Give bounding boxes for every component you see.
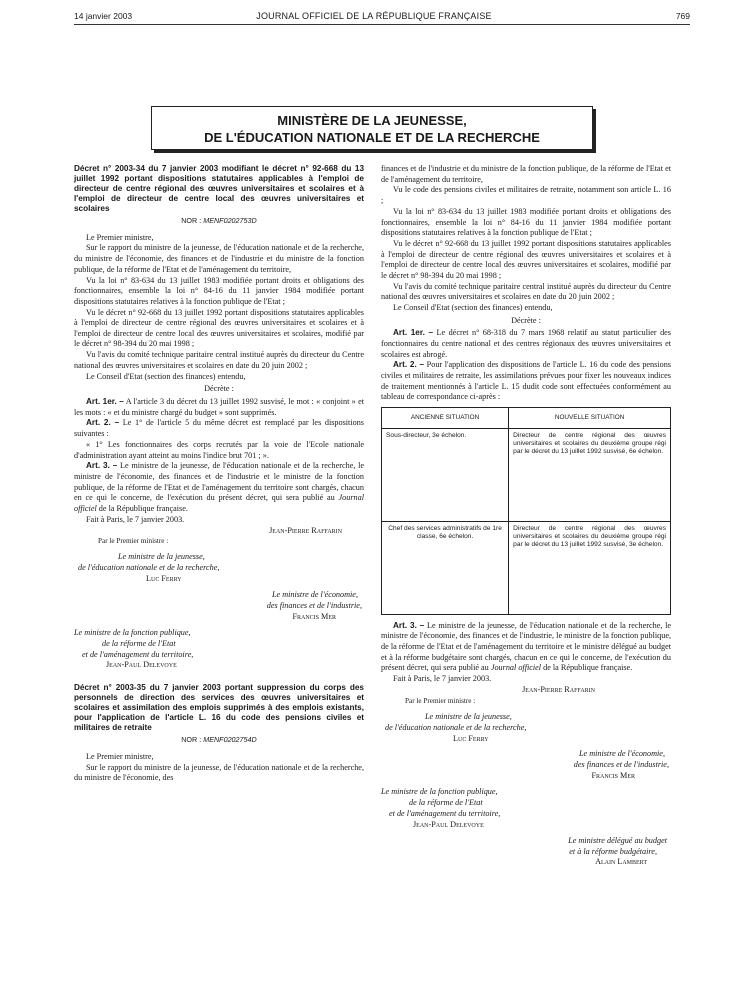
- decree-2-sig-1-name: Luc Ferry: [453, 733, 489, 743]
- decree-1-preamble: Vu le décret n° 92-668 du 13 juillet 1992 portant dispositions statutaires applicables à l'emploi de directeur de centre régional des œuvres universitaires et scolaires et à l'emploi de directeur de centre local des œuvres universitaires et scolaires, modifié par le décret n° 98-394 du 20 mai 1998 ;: [74, 307, 364, 349]
- decree-2-sig-3-title: Le ministre de la fonction publique,: [381, 787, 498, 797]
- table-row: [382, 428, 671, 521]
- table-header-row: [382, 407, 671, 428]
- table-cell: Directeur de centre régional des œuvres universitaires et scolaires du deuxième groupe régi par le décret du 13 juillet 1992 susvisé, 6e échelon.: [509, 428, 671, 521]
- journal-title: JOURNAL OFFICIEL DE LA RÉPUBLIQUE FRANÇAISE: [256, 11, 492, 21]
- decree-1-sig-2-title: Le ministre de l'économie,: [271, 590, 358, 600]
- decree-2-nor: NOR : MENF0202754D: [181, 735, 257, 745]
- decree-1-preamble: Le Premier ministre,: [86, 232, 154, 242]
- decree-2-article-2: Art. 2. – Pour l'application des dispositions de l'article L. 16 du code des pensions civiles et militaires de retraite, les assimilations prévues pour fixer les nouveaux indices de traitement mentionnés à l'article L. 15 dudit code sont effectuées conformément au tableau de correspondance ci-après :: [381, 360, 671, 402]
- decree-2-intro-continued: finances et de l'industrie et du ministre de la fonction publique, de la réforme de l'Etat et de l'aménagement du territoire,: [381, 164, 671, 184]
- decree-1-preamble: Le Conseil d'Etat (section des finances) entendu,: [86, 371, 246, 381]
- decree-1-pm-by: Par le Premier ministre :: [98, 537, 169, 546]
- decree-2-sig-4-title: Le ministre délégué au budget: [568, 835, 667, 845]
- decree-1-decrete: Décrète :: [204, 384, 234, 394]
- header-rule: [74, 24, 690, 25]
- decree-2-article-1: Art. 1er. – Le décret n° 68-318 du 7 mars 1968 relatif au statut particulier des fonctionnaires du centre national et des centres régionaux des œuvres universitaires et scolaires est abrogé.: [381, 328, 671, 359]
- table-row: [382, 521, 671, 614]
- ministry-line-1: MINISTÈRE DE LA JEUNESSE,: [277, 113, 467, 128]
- decree-1-pm-signature: Jean-Pierre Raffarin: [269, 525, 342, 535]
- left-column: [74, 164, 364, 784]
- decree-2-preamble: Vu le décret n° 92-668 du 13 juillet 1992 portant dispositions statutaires applicables à l'emploi de directeur de centre régional des œuvres universitaires et scolaires et à l'emploi de directeur de centre local des œuvres universitaires et scolaires, modifié par le décret n° 98-394 du 20 mai 1998 ;: [381, 239, 671, 280]
- page-number: 769: [675, 11, 690, 21]
- decree-1-sig-3-title: Le ministre de la fonction publique,: [74, 627, 191, 637]
- decree-2-intro: Le Premier ministre,: [86, 751, 154, 761]
- decree-1-sig-1-name: Luc Ferry: [146, 574, 182, 584]
- decree-2-preamble: Vu la loi n° 83-634 du 13 juillet 1983 modifiée portant droits et obligations des fonctionnaires, ensemble la loi n° 84-16 du 11 janvier 1984 modifiée portant dispositions statutaires relatives à la fonction publique de l'Etat ;: [381, 206, 671, 238]
- table-header-old: ANCIENNE SITUATION: [382, 407, 509, 428]
- page-date: 14 janvier 2003: [74, 11, 133, 21]
- decree-2-sig-3-title: de la réforme de l'Etat: [409, 798, 483, 808]
- table-cell: Chef des services administratifs de 1re classe, 6e échelon.: [382, 521, 509, 614]
- decree-1-done: Fait à Paris, le 7 janvier 2003.: [86, 514, 185, 524]
- decree-1-sig-3-name: Jean-Paul Delevoye: [106, 660, 177, 670]
- decree-1-sig-2-title: des finances et de l'industrie,: [266, 600, 362, 610]
- decree-2-sig-1-title: Le ministre de la jeunesse,: [425, 711, 512, 721]
- table-header-new: NOUVELLE SITUATION: [509, 407, 671, 428]
- decree-2-sig-2-title: Le ministre de l'économie,: [578, 749, 665, 759]
- decree-2-sig-3-name: Jean-Paul Delevoye: [413, 819, 484, 829]
- decree-2-done: Fait à Paris, le 7 janvier 2003.: [393, 674, 492, 684]
- decree-2-title: Décret n° 2003-35 du 7 janvier 2003 portant suppression du corps des personnels de direction des services des œuvres universitaires et scolaires et assimilation des emplois supprimés à des emplois existants, pour l'application de l'article L. 16 du code des pensions civiles et militaires de retraite: [74, 683, 364, 733]
- decree-2-pm-by: Par le Premier ministre :: [405, 696, 476, 705]
- decree-1-sig-1-title: Le ministre de la jeunesse,: [118, 552, 205, 562]
- decree-1-sig-3-title: et de l'aménagement du territoire,: [82, 649, 194, 659]
- decree-2-sig-2-title: des finances et de l'industrie,: [573, 760, 669, 770]
- decree-1-sig-3-title: de la réforme de l'Etat: [102, 638, 176, 648]
- decree-1-sig-1-title: de l'éducation nationale et de la recherche,: [78, 563, 220, 573]
- decree-2-pm-signature: Jean-Pierre Raffarin: [522, 685, 595, 694]
- decree-1-title: Décret n° 2003-34 du 7 janvier 2003 modifiant le décret n° 92-668 du 13 juillet 1992 portant dispositions statutaires applicables à l'emploi de directeur de centre régional des œuvres universitaires et scolaires et à l'emploi de directeur de centre local des œuvres universitaires et scolaires: [74, 164, 364, 213]
- ministry-heading-box: [151, 106, 593, 150]
- correspondence-table: [381, 407, 671, 615]
- decree-1-preamble: Sur le rapport du ministre de la jeunesse, de l'éducation nationale et de la recherche, du ministre de l'économie, des finances et de l'industrie et du ministre de la fonction publique, de la réforme de l'Etat et de l'aménagement du territoire,: [74, 243, 364, 274]
- right-column: [381, 164, 671, 868]
- decree-2-preamble: Le Conseil d'Etat (section des finances) entendu,: [393, 303, 553, 313]
- decree-1-nor: NOR : MENF0202753D: [181, 216, 257, 225]
- decree-1-preamble: Vu la loi n° 83-634 du 13 juillet 1983 modifiée portant droits et obligations des fonctionnaires, ensemble la loi n° 84-16 du 11 janvier 1984 modifiée portant dispositions statutaires relatives à la fonction publique de l'Etat ;: [74, 275, 364, 306]
- decree-2-sig-1-title: de l'éducation nationale et de la recherche,: [385, 722, 527, 732]
- decree-2-preamble: Vu l'avis du comité technique paritaire central institué auprès du directeur du Centre national des œuvres universitaires et scolaires en date du 20 juin 2002 ;: [381, 281, 671, 302]
- decree-1-article-1: Art. 1er. – A l'article 3 du décret du 13 juillet 1992 susvisé, le mot : « conjoint » et les mots : « et du ministre chargé du budget » sont supprimés.: [74, 396, 364, 417]
- decree-1-article-3: Art. 3. – Le ministre de la jeunesse, de l'éducation nationale et de la recherche, le ministre de l'économie, des finances et de l'industrie et le ministre de la fonction publique, de la réforme de l'Etat et de l'aménagement du territoire sont chargés, chacun en ce qui le concerne, de l'exécution du présent décret, qui sera publié au Journal officiel de la République française.: [74, 461, 364, 513]
- decree-2-decrete: Décrète :: [511, 315, 541, 325]
- decree-2-sig-3-title: et de l'aménagement du territoire,: [389, 808, 501, 818]
- decree-2-sig-2-name: Francis Mer: [591, 771, 635, 781]
- decree-2-preamble: Vu le code des pensions civiles et militaires de retraite, notamment son article L. 16 ;: [381, 185, 671, 206]
- decree-2-intro: Sur le rapport du ministre de la jeunesse, de l'éducation nationale et de la recherche, du ministre de l'économie, des: [74, 762, 364, 783]
- table-cell: Sous-directeur, 3e échelon.: [382, 428, 509, 521]
- decree-1-article-2-quote: « 1° Les fonctionnaires des corps recrutés par la voie de l'Ecole nationale d'administration ayant atteint au moins l'indice brut 701 ; ».: [74, 439, 364, 460]
- decree-2-sig-4-title: et à la réforme budgétaire,: [569, 846, 657, 856]
- decree-2-sig-4-name: Alain Lambert: [595, 857, 647, 867]
- decree-2-article-3: Art. 3. – Le ministre de la jeunesse, de l'éducation nationale et de la recherche, le ministre de l'économie, des finances et de l'industrie, le ministre de la fonction publique, de la réforme de l'Etat et de l'aménagement du territoire et le ministre délégué au budget et à la réforme budgétaire sont chargés, chacun en ce qui le concerne, de l'exécution du présent décret, qui sera publié au Journal officiel de la République française.: [381, 620, 671, 673]
- decree-1-article-2: Art. 2. – Le 1° de l'article 5 du même décret est remplacé par les dispositions suivantes :: [74, 418, 364, 439]
- decree-1-preamble: Vu l'avis du comité technique paritaire central institué auprès du directeur du Centre national des œuvres universitaires et scolaires en date du 20 juin 2002 ;: [74, 350, 364, 370]
- decree-1-sig-2-name: Francis Mer: [292, 611, 336, 621]
- table-cell: Directeur de centre régional des œuvres universitaires et scolaires du deuxième groupe régi par le décret du 13 juillet 1992 susvisé, 3e échelon.: [509, 521, 671, 614]
- ministry-line-2: DE L'ÉDUCATION NATIONALE ET DE LA RECHERCHE: [204, 130, 540, 145]
